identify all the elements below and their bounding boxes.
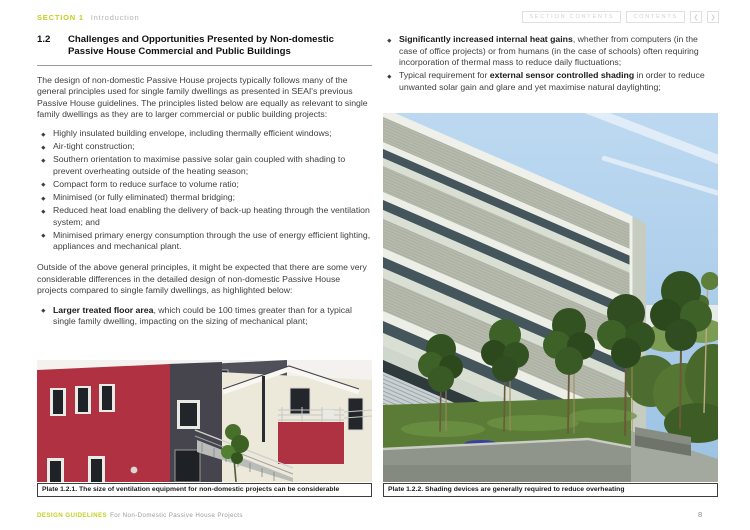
list-item bbox=[37, 305, 372, 328]
section-contents-button[interactable]: SECTION CONTENTS bbox=[522, 11, 621, 23]
plate-1-caption: Plate 1.2.1. The size of ventilation equipment for non-domestic projects can be considerable bbox=[37, 483, 372, 497]
list-item: Reduced heat load enabling the delivery of back-up heating through the ventilation system; and bbox=[37, 205, 372, 228]
list-item bbox=[383, 34, 718, 69]
section-heading bbox=[37, 34, 372, 58]
prev-page-icon[interactable]: ❮ bbox=[690, 11, 702, 23]
next-page-icon[interactable]: ❯ bbox=[707, 11, 719, 23]
list-item: Air-tight construction; bbox=[37, 141, 372, 153]
right-column bbox=[383, 34, 718, 95]
outside-paragraph: Outside of the above general principles, it might be expected that there are some very considerable differences in the detailed design of non-domestic Passive House projects compared to single family dwellings, as highlighted below: bbox=[37, 261, 367, 296]
list-item: Minimised primary energy consumption through the use of energy efficient lighting, appliances and mechanical plant. bbox=[37, 230, 372, 253]
bold-lead: Larger treated floor area bbox=[53, 304, 154, 315]
item-text: , whether from computers (in the case of office projects) or from humans (in the case of schools) often requiring incorporation of thermal mass to reduce daily fluctuations; bbox=[399, 34, 699, 68]
list-item bbox=[383, 70, 718, 93]
header-nav bbox=[522, 11, 719, 23]
footer-suffix: For Non-Domestic Passive House Projects bbox=[110, 512, 243, 519]
page-header bbox=[37, 11, 719, 23]
differences-list-right bbox=[383, 34, 718, 93]
plate-2-photo-shaded-office bbox=[383, 113, 718, 482]
differences-list-left bbox=[37, 305, 372, 328]
list-item: Compact form to reduce surface to volume ratio; bbox=[37, 179, 372, 191]
heading-title: Challenges and Opportunities Presented by Non-domestic Passive House Commercial and Public Buildings bbox=[68, 34, 335, 57]
list-item: Southern orientation to maximise passive solar gain coupled with shading to prevent overheating outside of the heating season; bbox=[37, 154, 372, 177]
list-item: Minimised (or fully eliminated) thermal bridging; bbox=[37, 192, 372, 204]
plate-1-photo-ventilation-building bbox=[37, 360, 372, 482]
intro-paragraph: The design of non-domestic Passive House projects typically follows many of the general principles used for single family dwellings as presented in SEAI's previous Passive House guidelines. The principles listed below are equally as relevant to single family dwellings as they are to larger commercial or public building projects: bbox=[37, 74, 368, 120]
item-text: in order to reduce unwanted solar gain and glare and yet maximise natural daylighting; bbox=[399, 70, 705, 92]
item-text: Typical requirement for bbox=[399, 70, 490, 81]
section-name: Introduction bbox=[90, 12, 140, 22]
plate-1 bbox=[37, 360, 372, 497]
plate-2-caption: Plate 1.2.2. Shading devices are generally required to reduce overheating bbox=[383, 483, 718, 497]
plate-2 bbox=[383, 113, 718, 497]
footer-brand: DESIGN GUIDELINES bbox=[37, 512, 108, 519]
heading-rule bbox=[37, 65, 372, 66]
heading-number: 1.2 bbox=[37, 34, 51, 45]
contents-button[interactable]: CONTENTS bbox=[626, 11, 685, 23]
left-column bbox=[37, 34, 372, 329]
breadcrumb bbox=[37, 13, 139, 22]
section-label: SECTION 1 bbox=[37, 12, 84, 22]
bold-lead: external sensor controlled shading bbox=[489, 70, 635, 81]
principles-list bbox=[37, 128, 372, 253]
list-item: Highly insulated building envelope, including thermally efficient windows; bbox=[37, 128, 372, 140]
page-footer bbox=[37, 512, 243, 519]
bold-lead: Significantly increased internal heat gains bbox=[399, 34, 573, 44]
item-text: , which could be 100 times greater than for a typical single family dwelling, impacting on the sizing of mechanical plant; bbox=[53, 304, 352, 327]
page-number: 8 bbox=[698, 510, 703, 519]
